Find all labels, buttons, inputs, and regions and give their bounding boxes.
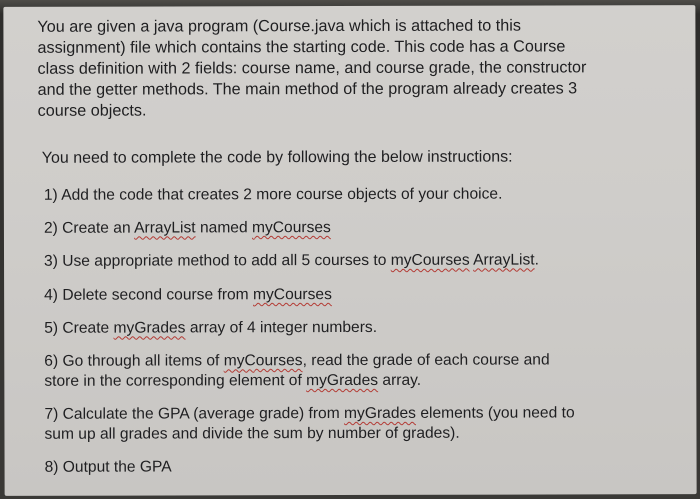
code-term: myCourses [252,286,332,304]
code-term: myCourses [390,251,470,269]
intro-paragraph [37,15,677,122]
step-text: named [195,219,253,237]
instruction-step-2 [44,218,331,239]
step-text: . [534,251,540,269]
step-line [44,403,574,424]
code-term: myGrades [306,371,379,390]
code-term: ArrayList [134,219,196,237]
instruction-step-8 [45,457,172,477]
intro-line: assignment) file which contains the starting code. This code has a Course [37,37,566,57]
instructions-lead: You need to complete the code by following the below instructions: [41,148,513,167]
instruction-step-6 [44,350,549,391]
instruction-step-7 [44,403,574,444]
instruction-step-1 [44,185,503,206]
step-text: array. [378,371,422,389]
assignment-paper [3,5,696,496]
code-term: myGrades [113,319,186,337]
step-text: 1) Add the code that creates 2 more course objects of your choice. [43,185,503,204]
step-text: 5) Create [44,319,114,337]
intro-line: and the getter methods. The main method of the program already creates 3 [37,79,578,99]
step-line [44,350,549,371]
step-text: store in the corresponding element of [44,372,307,390]
code-term: ArrayList [473,251,535,269]
instruction-step-4 [44,285,332,306]
instruction-step-3 [44,251,539,272]
step-text: elements (you need to [415,404,575,422]
step-text: 2) Create an [43,219,135,237]
intro-line: You are given a java program (Course.java which is attached to this [37,16,521,36]
step-text: 7) Calculate the GPA (average grade) from [44,405,345,423]
intro-line: course objects. [37,101,147,120]
step-text: , read the grade of each course and [302,351,550,370]
step-line [44,370,549,391]
code-term: myCourses [251,219,331,237]
code-term: myCourses [223,352,303,370]
step-text: 4) Delete second course from [44,286,254,304]
step-text: 8) Output the GPA [44,458,172,476]
step-text: 6) Go through all items of [44,352,224,370]
step-text: sum up all grades and divide the sum by number of grades). [44,424,460,443]
step-text: array of 4 integer numbers. [185,318,378,337]
intro-line: class definition with 2 fields: course name, and course grade, the constructor [37,58,587,78]
step-text: 3) Use appropriate method to add all 5 courses to [44,251,391,270]
code-term: myGrades [344,404,416,423]
instruction-step-5 [44,318,377,339]
